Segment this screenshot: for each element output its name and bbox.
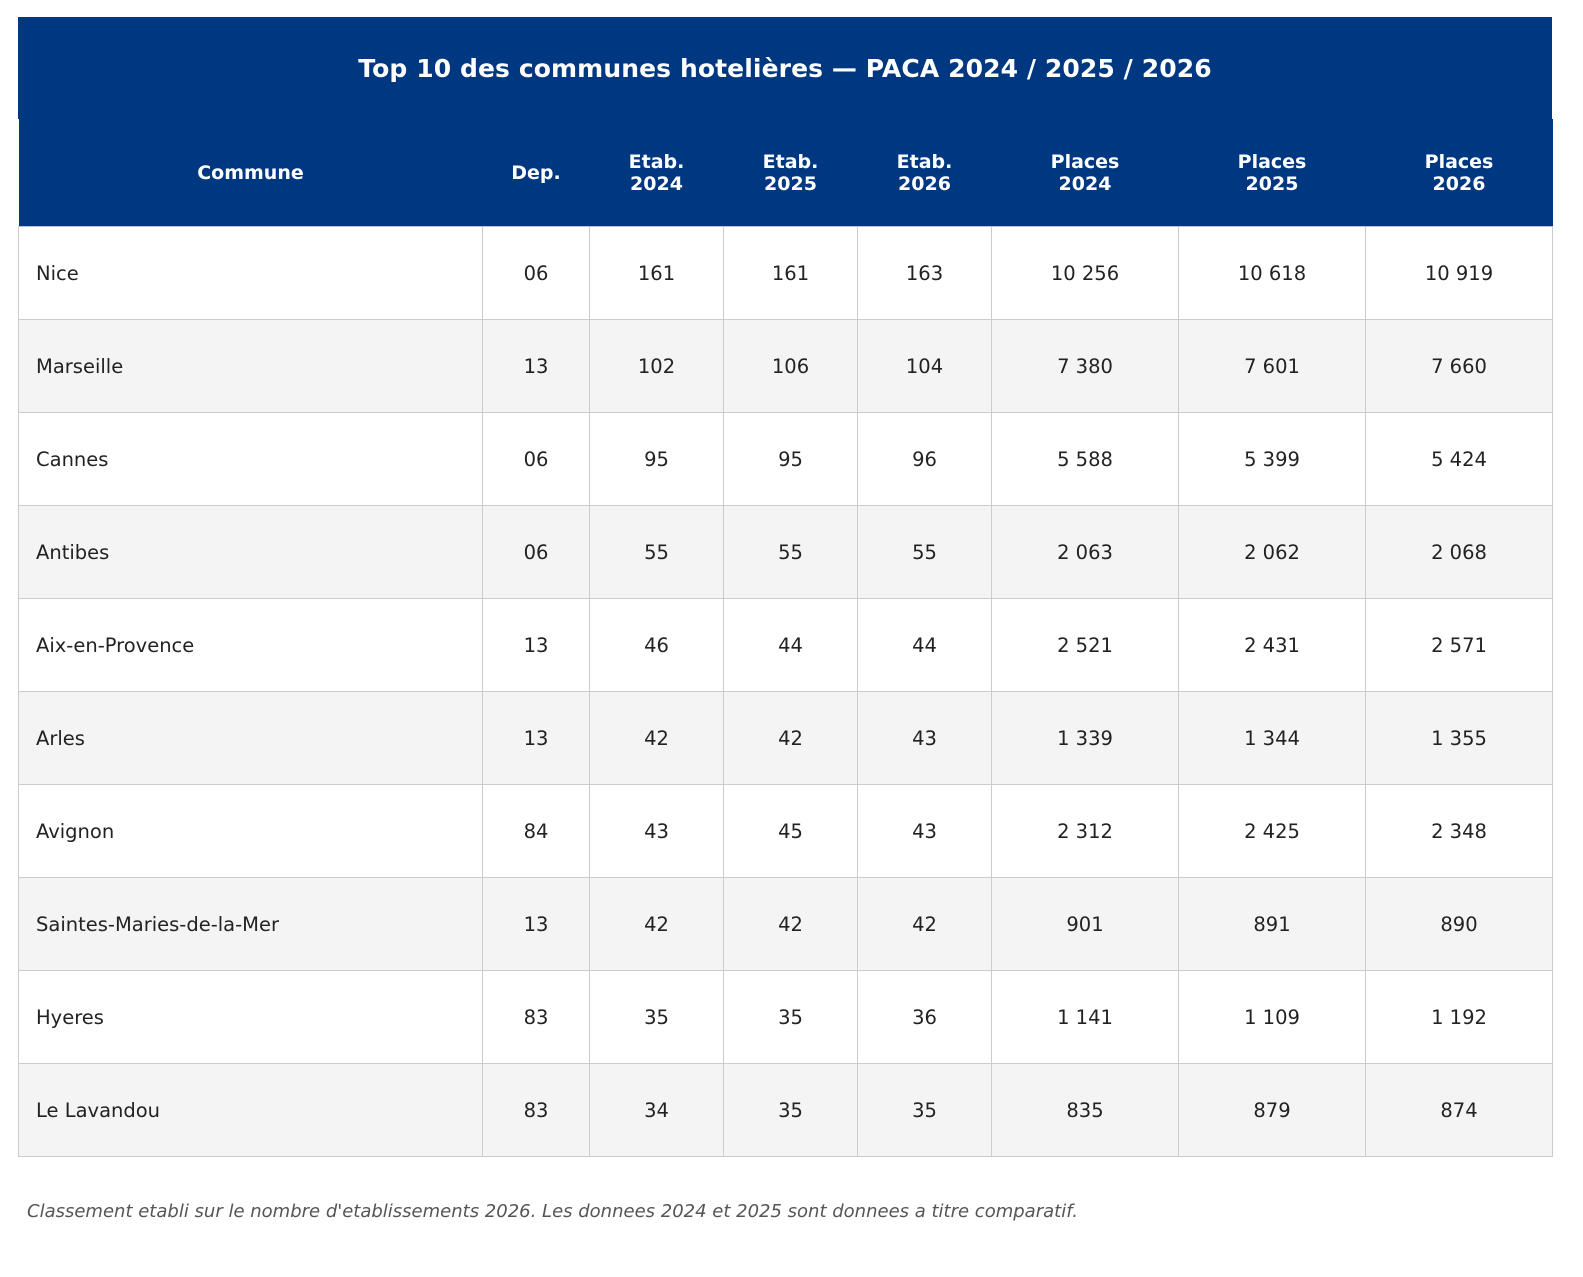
value-cell: 835 (992, 1064, 1179, 1157)
value-cell: 13 (483, 878, 590, 971)
value-cell: 1 141 (992, 971, 1179, 1064)
column-header (858, 119, 992, 227)
column-header (992, 119, 1179, 227)
value-cell: 1 109 (1179, 971, 1366, 1064)
value-cell: 2 063 (992, 506, 1179, 599)
value-cell: 95 (724, 413, 858, 506)
column-header-line: 2024 (1058, 172, 1112, 195)
column-header-line: Places (1237, 150, 1307, 173)
commune-cell: Hyeres (19, 971, 483, 1064)
commune-cell: Nice (19, 227, 483, 320)
value-cell: 7 601 (1179, 320, 1366, 413)
value-cell: 42 (858, 878, 992, 971)
value-cell: 161 (724, 227, 858, 320)
value-cell: 35 (724, 971, 858, 1064)
value-cell: 1 344 (1179, 692, 1366, 785)
column-header (590, 119, 724, 227)
table-row (19, 506, 1553, 599)
commune-cell: Avignon (19, 785, 483, 878)
table-row (19, 785, 1553, 878)
commune-cell: Arles (19, 692, 483, 785)
commune-cell: Antibes (19, 506, 483, 599)
value-cell: 891 (1179, 878, 1366, 971)
value-cell: 44 (724, 599, 858, 692)
column-header-line: Places (1424, 150, 1494, 173)
value-cell: 46 (590, 599, 724, 692)
value-cell: 10 256 (992, 227, 1179, 320)
value-cell: 34 (590, 1064, 724, 1157)
value-cell: 55 (724, 506, 858, 599)
value-cell: 2 312 (992, 785, 1179, 878)
column-header-line: Etab. (628, 150, 685, 173)
value-cell: 83 (483, 971, 590, 1064)
value-cell: 7 660 (1366, 320, 1553, 413)
value-cell: 43 (590, 785, 724, 878)
table-title: Top 10 des communes hotelières — PACA 2024 / 2025 / 2026 (18, 17, 1552, 119)
value-cell: 1 192 (1366, 971, 1553, 1064)
value-cell: 45 (724, 785, 858, 878)
value-cell: 2 348 (1366, 785, 1553, 878)
value-cell: 2 521 (992, 599, 1179, 692)
value-cell: 83 (483, 1064, 590, 1157)
column-header-line: 2025 (1245, 172, 1299, 195)
value-cell: 44 (858, 599, 992, 692)
table-row (19, 692, 1553, 785)
column-header (1179, 119, 1366, 227)
value-cell: 42 (590, 878, 724, 971)
value-cell: 102 (590, 320, 724, 413)
hotel-communes-table (18, 17, 1552, 1157)
value-cell: 5 588 (992, 413, 1179, 506)
commune-cell: Le Lavandou (19, 1064, 483, 1157)
commune-cell: Cannes (19, 413, 483, 506)
column-header (724, 119, 858, 227)
column-header-line: Etab. (762, 150, 819, 173)
column-header (483, 119, 590, 227)
header-row (19, 119, 1553, 227)
value-cell: 06 (483, 413, 590, 506)
value-cell: 874 (1366, 1064, 1553, 1157)
value-cell: 43 (858, 692, 992, 785)
column-header-line: Dep. (511, 161, 561, 184)
value-cell: 35 (858, 1064, 992, 1157)
table-body (19, 227, 1553, 1157)
table-row (19, 320, 1553, 413)
value-cell: 13 (483, 599, 590, 692)
value-cell: 13 (483, 692, 590, 785)
data-table (18, 119, 1553, 1157)
commune-cell: Saintes-Maries-de-la-Mer (19, 878, 483, 971)
table-row (19, 227, 1553, 320)
column-header-line: 2025 (764, 172, 817, 195)
value-cell: 161 (590, 227, 724, 320)
value-cell: 06 (483, 506, 590, 599)
value-cell: 10 919 (1366, 227, 1553, 320)
column-header-line: Etab. (896, 150, 953, 173)
value-cell: 5 399 (1179, 413, 1366, 506)
value-cell: 104 (858, 320, 992, 413)
column-header (1366, 119, 1553, 227)
table-row (19, 878, 1553, 971)
value-cell: 1 339 (992, 692, 1179, 785)
value-cell: 1 355 (1366, 692, 1553, 785)
value-cell: 55 (858, 506, 992, 599)
value-cell: 42 (724, 692, 858, 785)
value-cell: 901 (992, 878, 1179, 971)
value-cell: 36 (858, 971, 992, 1064)
column-header-line: 2026 (1432, 172, 1486, 195)
commune-cell: Aix-en-Provence (19, 599, 483, 692)
column-header-line: Places (1050, 150, 1120, 173)
value-cell: 890 (1366, 878, 1553, 971)
footnote: Classement etabli sur le nombre d'etablissements 2026. Les donnees 2024 et 2025 sont donnees a titre comparatif. (27, 1201, 1078, 1222)
value-cell: 2 425 (1179, 785, 1366, 878)
table-row (19, 971, 1553, 1064)
value-cell: 2 431 (1179, 599, 1366, 692)
column-header-line: 2026 (898, 172, 951, 195)
value-cell: 7 380 (992, 320, 1179, 413)
value-cell: 879 (1179, 1064, 1366, 1157)
value-cell: 2 571 (1366, 599, 1553, 692)
value-cell: 163 (858, 227, 992, 320)
value-cell: 43 (858, 785, 992, 878)
table-row (19, 1064, 1553, 1157)
value-cell: 2 068 (1366, 506, 1553, 599)
value-cell: 96 (858, 413, 992, 506)
value-cell: 5 424 (1366, 413, 1553, 506)
value-cell: 84 (483, 785, 590, 878)
column-header-line: Commune (197, 161, 304, 184)
table-row (19, 413, 1553, 506)
value-cell: 95 (590, 413, 724, 506)
value-cell: 106 (724, 320, 858, 413)
value-cell: 06 (483, 227, 590, 320)
value-cell: 35 (724, 1064, 858, 1157)
value-cell: 2 062 (1179, 506, 1366, 599)
table-row (19, 599, 1553, 692)
column-header (19, 119, 483, 227)
value-cell: 10 618 (1179, 227, 1366, 320)
value-cell: 35 (590, 971, 724, 1064)
commune-cell: Marseille (19, 320, 483, 413)
value-cell: 42 (590, 692, 724, 785)
value-cell: 13 (483, 320, 590, 413)
value-cell: 55 (590, 506, 724, 599)
column-header-line: 2024 (630, 172, 683, 195)
value-cell: 42 (724, 878, 858, 971)
